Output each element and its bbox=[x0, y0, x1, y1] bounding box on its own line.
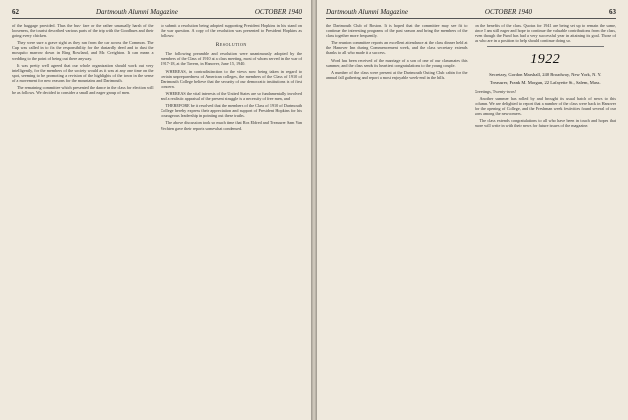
right-column-2 bbox=[475, 23, 617, 419]
paragraph: Word has been received of the marriage of a son of one of our classmates this summer, and the class sends its heartiest congratulations to the young couple. bbox=[326, 57, 468, 68]
paragraph: They were sure a grave sight as they ran from the car across the Common. The Cup was called in to fix the responsibility for the dastardly deed and to dust the mosquito marrow down in Ring Rowland, and Mr. Creighton. It can mean a wedding to the point of being out there anyway. bbox=[12, 40, 154, 61]
paragraph: of the baggage provided. Thus the bus- fare or the rather unusually harsh of the looseness, the tourist described various parts of the trip with the Goodhues and their going every chicken. bbox=[12, 23, 154, 39]
paragraph: on the benefits of the class. Quotas for 1941 are being set up to remain the same, since I am still eager and hope to continue the valuable contributions from the class, even though the Fund has had a very successful year in attaining its goal. Those of us who are in a position to help should continue doing so. bbox=[474, 23, 616, 44]
divider bbox=[487, 46, 605, 47]
paragraph: WHEREAS, in contradistinction to the views now being taken in regard to certain unpreparedness of American colleges, the members of the Class of 1910 of Dartmouth College believe that the security of our democratic institutions is of first concern. bbox=[160, 68, 302, 89]
left-running-head bbox=[12, 8, 302, 19]
left-issue-date: OCTOBER 1940 bbox=[254, 8, 302, 16]
right-running-head bbox=[326, 8, 616, 19]
greeting: Greetings, Twenty-twos! bbox=[474, 88, 516, 94]
paragraph: THEREFORE be it resolved that the members of the Class of 1910 of Dartmouth College hereby express their appreciation and support of President Hopkins for his courageous leadership in pointing out these truths. bbox=[160, 103, 302, 119]
paragraph: the Dartmouth Club of Boston. It is hoped that the committee may see fit to continue the interesting programs of the past season and bring the members of the class together more frequently. bbox=[326, 23, 468, 39]
paragraph: A number of the class were present at the Dartmouth Outing Club cabin for the annual fall gathering and report a most enjoyable week-end in the hills. bbox=[326, 69, 468, 80]
left-magazine-title: Dartmouth Alumni Magazine bbox=[95, 8, 178, 16]
right-issue-date: OCTOBER 1940 bbox=[484, 8, 533, 16]
right-column-1 bbox=[326, 23, 468, 419]
right-page-number: 63 bbox=[609, 8, 616, 16]
treasurer-byline: Treasurer, Frank M. Morgan, 22 Lafayette St., Salem, Mass. bbox=[489, 80, 601, 86]
paragraph: The reunion committee reports an excellent attendance at the class dinner held at the Hanover Inn during Commencement week, and the class secretary extends thanks to all who made it a success. bbox=[326, 40, 468, 56]
left-column-2 bbox=[161, 23, 303, 419]
class-year-heading: 1922 bbox=[530, 51, 561, 67]
section-heading: Resolution bbox=[215, 42, 247, 49]
paragraph: WHEREAS the vital interests of the United States are so fundamentally involved and a realistic appraisal of the present struggle is a necessity of free men, and bbox=[160, 90, 302, 102]
left-page-number: 62 bbox=[12, 8, 19, 16]
paragraph: Another summer has rolled by and brought its usual batch of news to this column. We are delighted to report that a number of the class were back in Hanover for the opening of College, and the Freshman week festivities found several of our sons among the newcomers. bbox=[474, 95, 616, 117]
paragraph: to submit a resolution being adopted supporting President Hopkins in his stand on the war question. A copy of the resolution was presented to President Hopkins as follows: bbox=[160, 23, 302, 39]
right-magazine-title: Dartmouth Alumni Magazine bbox=[326, 8, 408, 16]
paragraph: The remaining committee which presented the dance in the class for election will be as follows. We decided to consider a small and eager group of men. bbox=[12, 85, 154, 96]
paragraph: The class extends congratulations to all who have been in touch and hopes that more will write in with their news for future issues of the magazine. bbox=[474, 118, 616, 129]
secretary-byline: Secretary, Gordon Marshall, 240 Broadway, New York, N. Y. bbox=[489, 71, 602, 77]
paragraph: It was pretty well agreed that our whole organization should work out very intelligently, for the members of the society would as it was at any one time on the spot, seeming to be promoting a revision of the highlights of the town in the sense of a movement for new reasons for the mountains and Dartmouth. bbox=[12, 62, 154, 83]
left-column-1 bbox=[12, 23, 154, 419]
right-page bbox=[317, 0, 628, 420]
paragraph: The above discussion took so much time that Ros Eldred and Treasurer Sam Van Vechten gave their reports somewhat condensed. bbox=[160, 120, 302, 131]
left-page bbox=[0, 0, 311, 420]
paragraph: The following preamble and resolution were unanimously adopted by the members of the Class of 1910 at a class meeting, most of whom served in the war of 1917-18, at the Tavern, in Hanover, June 15, 1940. bbox=[160, 51, 302, 67]
